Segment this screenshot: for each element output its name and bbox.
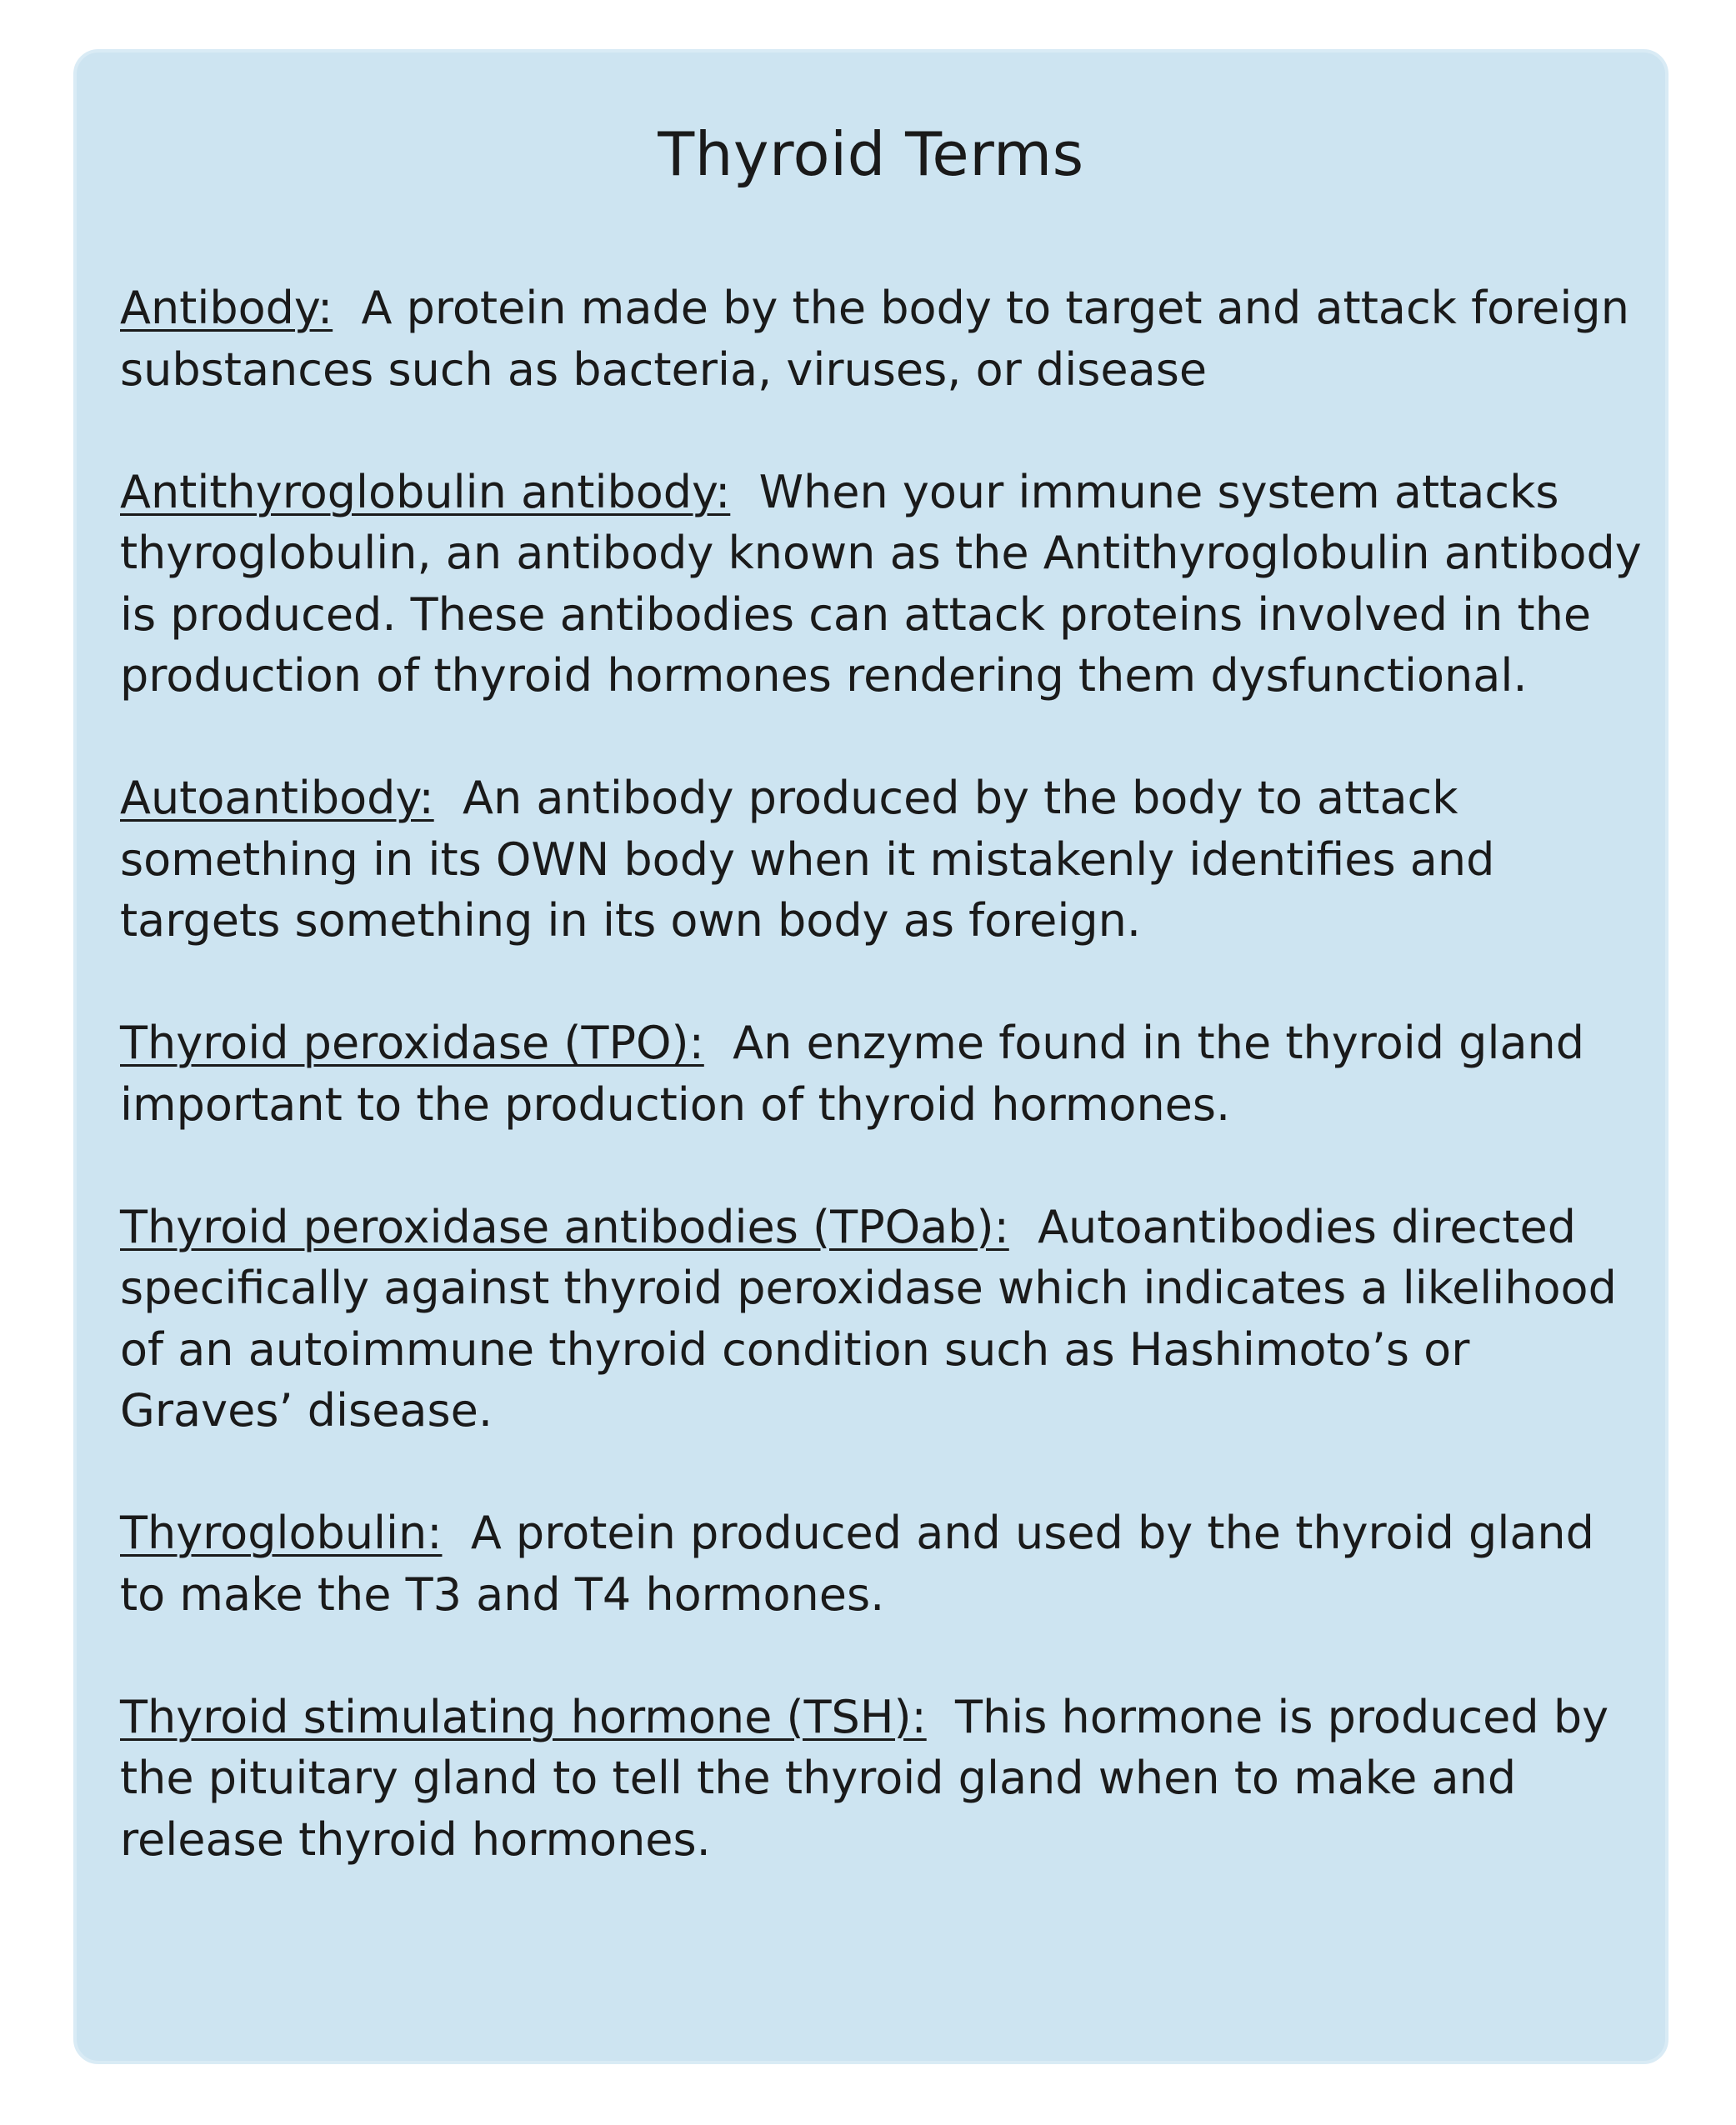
term-name: Thyroid peroxidase (TPO):	[120, 1017, 704, 1069]
term-entry-autoantibody	[120, 768, 1653, 952]
term-entry-thyroid-peroxidase	[120, 1012, 1653, 1135]
term-definition: When your immune system attacks thyroglobulin, an antibody known as the Antithyroglobulin antibody is produced. These antibodies can attack proteins involved in the production of thyroid hormones rendering them dysfunctional.	[120, 465, 1642, 702]
term-definition: An antibody produced by the body to attack something in its OWN body when it mistakenly identifies and targets something in its own body as foreign.	[120, 772, 1495, 947]
term-definition: This hormone is produced by the pituitary gland to tell the thyroid gland when to make and release thyroid hormones.	[120, 1690, 1609, 1866]
term-definition: A protein produced and used by the thyroid gland to make the T3 and T4 hormones.	[120, 1507, 1594, 1621]
term-definition: A protein made by the body to target and attack foreign substances such as bacteria, viruses, or disease	[120, 282, 1629, 396]
term-name: Thyroid stimulating hormone (TSH):	[120, 1690, 927, 1743]
term-entry-thyroglobulin	[120, 1502, 1653, 1625]
term-name: Thyroid peroxidase antibodies (TPOab):	[120, 1200, 1009, 1253]
term-name: Thyroglobulin:	[120, 1507, 443, 1559]
terms-list	[120, 278, 1653, 1932]
page-title: Thyroid Terms	[658, 119, 1084, 189]
term-entry-thyroid-peroxidase-antibodies	[120, 1197, 1653, 1442]
glossary-card	[73, 49, 1668, 2064]
term-definition: An enzyme found in the thyroid gland important to the production of thyroid hormones.	[120, 1017, 1585, 1131]
term-definition: Autoantibodies directed specifically against thyroid peroxidase which indicates a likelihood of an autoimmune thyroid condition such as Hashimoto’s or Graves’ disease.	[120, 1200, 1617, 1437]
term-name: Antithyroglobulin antibody:	[120, 465, 731, 518]
term-name: Antibody:	[120, 282, 333, 334]
term-entry-antithyroglobulin-antibody	[120, 462, 1653, 707]
term-name: Autoantibody:	[120, 772, 434, 824]
term-entry-antibody	[120, 278, 1653, 400]
term-entry-thyroid-stimulating-hormone	[120, 1687, 1653, 1871]
